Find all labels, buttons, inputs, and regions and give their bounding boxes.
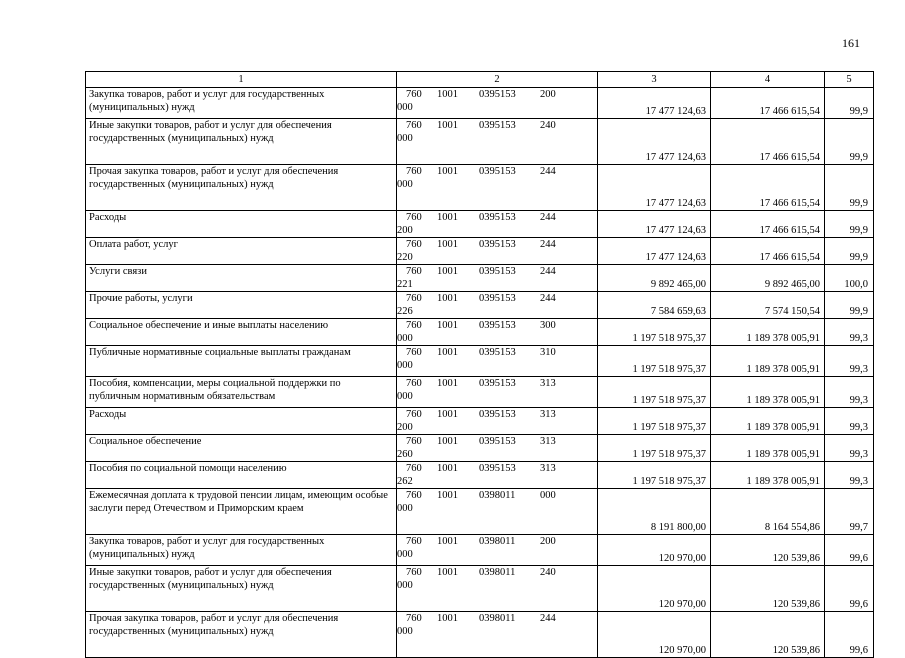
budget-code: 0395153 — [479, 266, 516, 277]
budget-code: 1001 — [437, 89, 458, 100]
actual-amount: 1 189 378 005,91 — [711, 462, 825, 489]
budget-code: 240 — [540, 120, 556, 131]
planned-amount: 1 197 518 975,37 — [598, 408, 711, 435]
row-name: Оплата работ, услуг — [86, 238, 397, 265]
row-codes — [397, 566, 598, 612]
budget-code: 310 — [540, 347, 556, 358]
row-name: Закупка товаров, работ и услуг для государственных (муниципальных) нужд — [86, 88, 397, 119]
budget-code: 0395153 — [479, 212, 516, 223]
row-codes — [397, 319, 598, 346]
actual-amount: 1 189 378 005,91 — [711, 377, 825, 408]
budget-code: 760 — [406, 89, 422, 100]
planned-amount: 1 197 518 975,37 — [598, 462, 711, 489]
budget-code: 262 — [397, 476, 413, 487]
budget-code: 1001 — [437, 266, 458, 277]
budget-code: 760 — [406, 490, 422, 501]
row-name: Услуги связи — [86, 265, 397, 292]
budget-code: 1001 — [437, 613, 458, 624]
budget-code: 1001 — [437, 536, 458, 547]
budget-code: 000 — [397, 179, 413, 190]
budget-code: 1001 — [437, 239, 458, 250]
planned-amount: 120 970,00 — [598, 612, 711, 658]
actual-amount: 17 466 615,54 — [711, 88, 825, 119]
actual-amount: 1 189 378 005,91 — [711, 435, 825, 462]
budget-code: 1001 — [437, 409, 458, 420]
actual-amount: 17 466 615,54 — [711, 119, 825, 165]
budget-code: 0395153 — [479, 409, 516, 420]
table-row — [86, 462, 874, 489]
table-row — [86, 566, 874, 612]
budget-code: 1001 — [437, 120, 458, 131]
budget-code: 0395153 — [479, 89, 516, 100]
budget-code: 244 — [540, 613, 556, 624]
budget-code: 244 — [540, 239, 556, 250]
budget-code: 313 — [540, 436, 556, 447]
planned-amount: 17 477 124,63 — [598, 211, 711, 238]
budget-code: 000 — [397, 391, 413, 402]
planned-amount: 17 477 124,63 — [598, 119, 711, 165]
row-codes — [397, 377, 598, 408]
budget-code: 313 — [540, 409, 556, 420]
row-codes — [397, 238, 598, 265]
row-name: Иные закупки товаров, работ и услуг для обеспечения государственных (муниципальных) нужд — [86, 566, 397, 612]
budget-code: 221 — [397, 279, 413, 290]
budget-code: 0395153 — [479, 166, 516, 177]
planned-amount: 17 477 124,63 — [598, 165, 711, 211]
table-row — [86, 408, 874, 435]
execution-percent: 99,3 — [825, 435, 874, 462]
budget-code: 000 — [397, 503, 413, 514]
column-header: 3 — [598, 72, 711, 88]
execution-percent: 99,9 — [825, 211, 874, 238]
budget-code: 760 — [406, 567, 422, 578]
planned-amount: 8 191 800,00 — [598, 489, 711, 535]
table-row — [86, 489, 874, 535]
table-header-row — [86, 72, 874, 88]
row-name: Публичные нормативные социальные выплаты гражданам — [86, 346, 397, 377]
budget-code: 760 — [406, 212, 422, 223]
row-name: Закупка товаров, работ и услуг для государственных (муниципальных) нужд — [86, 535, 397, 566]
row-name: Пособия, компенсации, меры социальной поддержки по публичным нормативным обязательствам — [86, 377, 397, 408]
budget-code: 000 — [397, 549, 413, 560]
budget-code: 0398011 — [479, 613, 516, 624]
execution-percent: 100,0 — [825, 265, 874, 292]
actual-amount: 7 574 150,54 — [711, 292, 825, 319]
budget-code: 200 — [540, 536, 556, 547]
budget-code: 760 — [406, 378, 422, 389]
execution-percent: 99,9 — [825, 292, 874, 319]
budget-code: 200 — [397, 225, 413, 236]
actual-amount: 1 189 378 005,91 — [711, 346, 825, 377]
budget-code: 760 — [406, 166, 422, 177]
actual-amount: 17 466 615,54 — [711, 165, 825, 211]
execution-percent: 99,6 — [825, 612, 874, 658]
budget-code: 000 — [397, 626, 413, 637]
actual-amount: 1 189 378 005,91 — [711, 408, 825, 435]
actual-amount: 17 466 615,54 — [711, 238, 825, 265]
actual-amount: 9 892 465,00 — [711, 265, 825, 292]
column-header: 2 — [397, 72, 598, 88]
execution-percent: 99,9 — [825, 238, 874, 265]
budget-code: 1001 — [437, 490, 458, 501]
planned-amount: 1 197 518 975,37 — [598, 346, 711, 377]
row-name: Прочие работы, услуги — [86, 292, 397, 319]
execution-percent: 99,3 — [825, 319, 874, 346]
row-codes — [397, 265, 598, 292]
row-name: Расходы — [86, 211, 397, 238]
budget-code: 1001 — [437, 293, 458, 304]
budget-code: 0395153 — [479, 347, 516, 358]
table-row — [86, 211, 874, 238]
budget-code: 1001 — [437, 436, 458, 447]
column-header: 5 — [825, 72, 874, 88]
budget-code: 220 — [397, 252, 413, 263]
budget-code: 244 — [540, 212, 556, 223]
budget-code: 244 — [540, 266, 556, 277]
execution-percent: 99,3 — [825, 346, 874, 377]
budget-code: 000 — [540, 490, 556, 501]
budget-code: 240 — [540, 567, 556, 578]
budget-code: 760 — [406, 239, 422, 250]
planned-amount: 120 970,00 — [598, 566, 711, 612]
budget-code: 1001 — [437, 347, 458, 358]
row-codes — [397, 612, 598, 658]
table-row — [86, 292, 874, 319]
row-codes — [397, 435, 598, 462]
row-name: Ежемесячная доплата к трудовой пенсии лицам, имеющим особые заслуги перед Отечеством и Приморским краем — [86, 489, 397, 535]
row-name: Иные закупки товаров, работ и услуг для обеспечения государственных (муниципальных) нужд — [86, 119, 397, 165]
table-row — [86, 346, 874, 377]
execution-percent: 99,9 — [825, 119, 874, 165]
execution-percent: 99,6 — [825, 535, 874, 566]
actual-amount: 17 466 615,54 — [711, 211, 825, 238]
row-codes — [397, 165, 598, 211]
budget-code: 0395153 — [479, 320, 516, 331]
budget-code: 200 — [397, 422, 413, 433]
table-row — [86, 165, 874, 211]
row-codes — [397, 211, 598, 238]
table-body — [86, 88, 874, 658]
budget-code: 760 — [406, 463, 422, 474]
actual-amount: 120 539,86 — [711, 612, 825, 658]
budget-code: 1001 — [437, 320, 458, 331]
budget-code: 0395153 — [479, 293, 516, 304]
actual-amount: 120 539,86 — [711, 535, 825, 566]
budget-code: 0395153 — [479, 436, 516, 447]
budget-code: 1001 — [437, 463, 458, 474]
planned-amount: 17 477 124,63 — [598, 238, 711, 265]
budget-code: 1001 — [437, 212, 458, 223]
column-header: 4 — [711, 72, 825, 88]
budget-code: 0395153 — [479, 378, 516, 389]
budget-code: 000 — [397, 102, 413, 113]
budget-code: 1001 — [437, 378, 458, 389]
planned-amount: 1 197 518 975,37 — [598, 377, 711, 408]
budget-code: 1001 — [437, 567, 458, 578]
budget-code: 760 — [406, 409, 422, 420]
row-codes — [397, 489, 598, 535]
budget-code: 0398011 — [479, 536, 516, 547]
row-codes — [397, 408, 598, 435]
budget-code: 760 — [406, 320, 422, 331]
actual-amount: 120 539,86 — [711, 566, 825, 612]
budget-code: 300 — [540, 320, 556, 331]
planned-amount: 7 584 659,63 — [598, 292, 711, 319]
budget-table — [85, 71, 874, 658]
planned-amount: 17 477 124,63 — [598, 88, 711, 119]
budget-code: 760 — [406, 293, 422, 304]
execution-percent: 99,7 — [825, 489, 874, 535]
execution-percent: 99,9 — [825, 165, 874, 211]
execution-percent: 99,3 — [825, 377, 874, 408]
budget-code: 0398011 — [479, 567, 516, 578]
row-codes — [397, 535, 598, 566]
planned-amount: 9 892 465,00 — [598, 265, 711, 292]
table-row — [86, 319, 874, 346]
table-row — [86, 88, 874, 119]
row-name: Социальное обеспечение — [86, 435, 397, 462]
budget-code: 226 — [397, 306, 413, 317]
budget-code: 0395153 — [479, 463, 516, 474]
row-codes — [397, 462, 598, 489]
budget-code: 0395153 — [479, 239, 516, 250]
table-row — [86, 612, 874, 658]
table-row — [86, 377, 874, 408]
budget-code: 200 — [540, 89, 556, 100]
budget-code: 760 — [406, 613, 422, 624]
planned-amount: 1 197 518 975,37 — [598, 435, 711, 462]
page-number: 161 — [842, 36, 860, 50]
budget-code: 244 — [540, 293, 556, 304]
budget-code: 760 — [406, 347, 422, 358]
row-codes — [397, 119, 598, 165]
row-name: Социальное обеспечение и иные выплаты населению — [86, 319, 397, 346]
execution-percent: 99,3 — [825, 462, 874, 489]
row-codes — [397, 88, 598, 119]
table-row — [86, 265, 874, 292]
budget-code: 0395153 — [479, 120, 516, 131]
execution-percent: 99,6 — [825, 566, 874, 612]
planned-amount: 120 970,00 — [598, 535, 711, 566]
budget-code: 000 — [397, 133, 413, 144]
column-header: 1 — [86, 72, 397, 88]
budget-code: 0398011 — [479, 490, 516, 501]
table-row — [86, 535, 874, 566]
row-name: Прочая закупка товаров, работ и услуг для обеспечения государственных (муниципальных) нужд — [86, 612, 397, 658]
actual-amount: 8 164 554,86 — [711, 489, 825, 535]
budget-code: 760 — [406, 436, 422, 447]
row-codes — [397, 346, 598, 377]
budget-code: 260 — [397, 449, 413, 460]
execution-percent: 99,3 — [825, 408, 874, 435]
execution-percent: 99,9 — [825, 88, 874, 119]
budget-code: 000 — [397, 360, 413, 371]
budget-code: 244 — [540, 166, 556, 177]
actual-amount: 1 189 378 005,91 — [711, 319, 825, 346]
budget-code: 313 — [540, 378, 556, 389]
table-row — [86, 238, 874, 265]
budget-code: 760 — [406, 120, 422, 131]
budget-code: 000 — [397, 333, 413, 344]
row-name: Прочая закупка товаров, работ и услуг для обеспечения государственных (муниципальных) нужд — [86, 165, 397, 211]
planned-amount: 1 197 518 975,37 — [598, 319, 711, 346]
budget-code: 1001 — [437, 166, 458, 177]
row-name: Расходы — [86, 408, 397, 435]
row-codes — [397, 292, 598, 319]
budget-code: 760 — [406, 536, 422, 547]
budget-code: 760 — [406, 266, 422, 277]
budget-code: 000 — [397, 580, 413, 591]
table-row — [86, 435, 874, 462]
row-name: Пособия по социальной помощи населению — [86, 462, 397, 489]
budget-code: 313 — [540, 463, 556, 474]
table-row — [86, 119, 874, 165]
